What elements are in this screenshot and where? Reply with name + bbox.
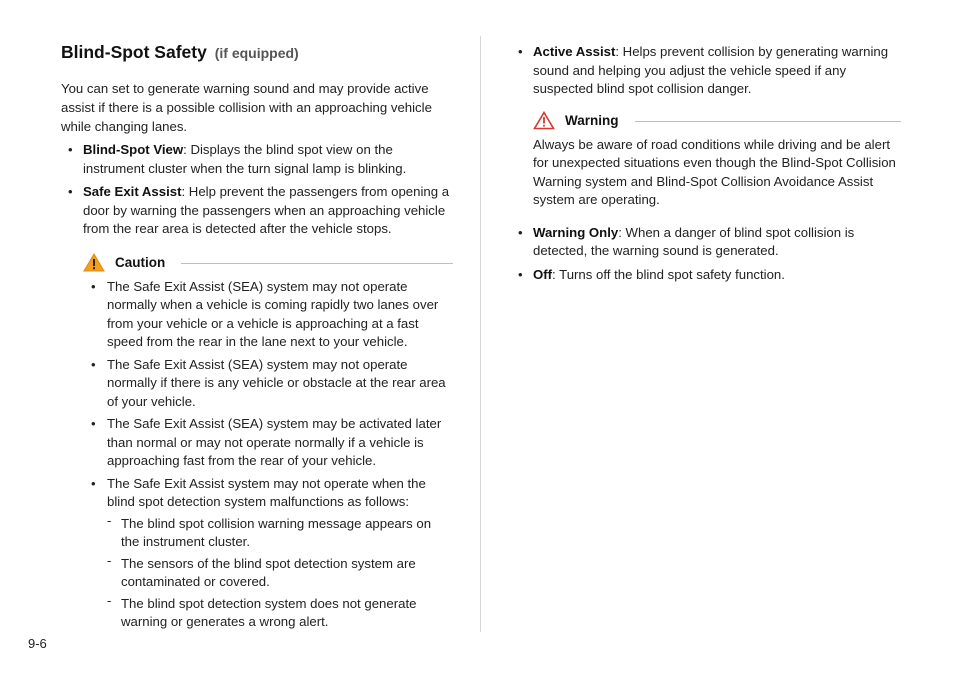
- intro-paragraph: You can set to generate warning sound and may provide active assist if there is a possible collision with an approaching vehicle while changing lanes.: [61, 81, 432, 134]
- list-item: [511, 266, 901, 285]
- warning-rule: [635, 121, 902, 122]
- list-item: • The Safe Exit Assist (SEA) system may not operate normally when a vehicle is coming rapidly two lanes over from your vehicle or a vehicle is approaching at a fast speed from the rear in the lane next to your vehicle.: [85, 278, 453, 352]
- caution-header: [83, 253, 453, 272]
- bullet-text: : Displays the blind spot view on the instrument cluster when the turn signal lamp is blinking.: [83, 142, 407, 176]
- left-column: [61, 40, 453, 632]
- bullet-term: Safe Exit Assist: [83, 184, 182, 199]
- list-item: [511, 224, 901, 261]
- warning-triangle-icon: [533, 111, 555, 130]
- warning-label: Warning: [565, 112, 619, 128]
- bullet-text: : Helps prevent collision by generating warning sound and helping you adjust the vehicle speed if any suspected blind spot collision danger.: [533, 44, 889, 96]
- bullet-text: : Help prevent the passengers from opening a door by warning the passengers when an approaching vehicle from the rear area is detected after the vehicle stops.: [83, 184, 450, 236]
- right-column: [511, 43, 901, 284]
- bullet-term: Active Assist: [533, 44, 616, 59]
- list-item: [85, 475, 453, 632]
- feature-list-right-top: [511, 43, 901, 99]
- list-item: [511, 43, 901, 99]
- list-item: • The Safe Exit Assist (SEA) system may be activated later than normal or may not operate normally if a vehicle is approaching fast from the rear of your vehicle.: [85, 415, 453, 471]
- bullet-text: : Turns off the blind spot safety function.: [552, 266, 785, 282]
- dash-item: - The sensors of the blind spot detection system are contaminated or covered.: [107, 555, 453, 592]
- list-item: [61, 141, 453, 178]
- bullet-term: Blind-Spot View: [83, 142, 184, 157]
- bullet-term: Warning Only: [533, 224, 619, 240]
- section-title-text: Blind-Spot Safety: [61, 42, 207, 62]
- list-item: • The Safe Exit Assist (SEA) system may not operate normally if there is any vehicle or obstacle at the rear area of your vehicle.: [85, 356, 453, 412]
- feature-list-right: [511, 224, 901, 285]
- column-divider: [480, 36, 481, 632]
- dash-item: - The blind spot collision warning message appears on the instrument cluster.: [107, 515, 453, 552]
- list-item-text: The Safe Exit Assist system may not operate when the blind spot detection system malfunctions as follows:: [107, 475, 426, 509]
- page-number: 9-6: [28, 636, 47, 651]
- feature-list: [61, 141, 453, 239]
- malfunction-list: [107, 515, 453, 632]
- bullet-term: Off: [533, 266, 553, 282]
- caution-list: [61, 278, 453, 632]
- warning-text: Always be aware of road conditions while driving and be alert for unexpected situations even though the Blind-Spot Collision Warning system and Blind-Spot Collision Avoidance Assist system are operating.: [533, 136, 896, 207]
- caution-label: Caution: [115, 254, 166, 270]
- caution-triangle-icon: [83, 253, 105, 272]
- bullet-text: : When a danger of blind spot collision is detected, the warning sound is generated.: [533, 224, 855, 258]
- dash-item: - The blind spot detection system does not generate warning or generates a wrong alert.: [107, 595, 453, 632]
- caution-rule: [181, 263, 453, 264]
- warning-header: [533, 111, 901, 130]
- section-title: [61, 40, 453, 65]
- section-title-suffix: (if equipped): [214, 45, 299, 61]
- list-item: [61, 183, 453, 239]
